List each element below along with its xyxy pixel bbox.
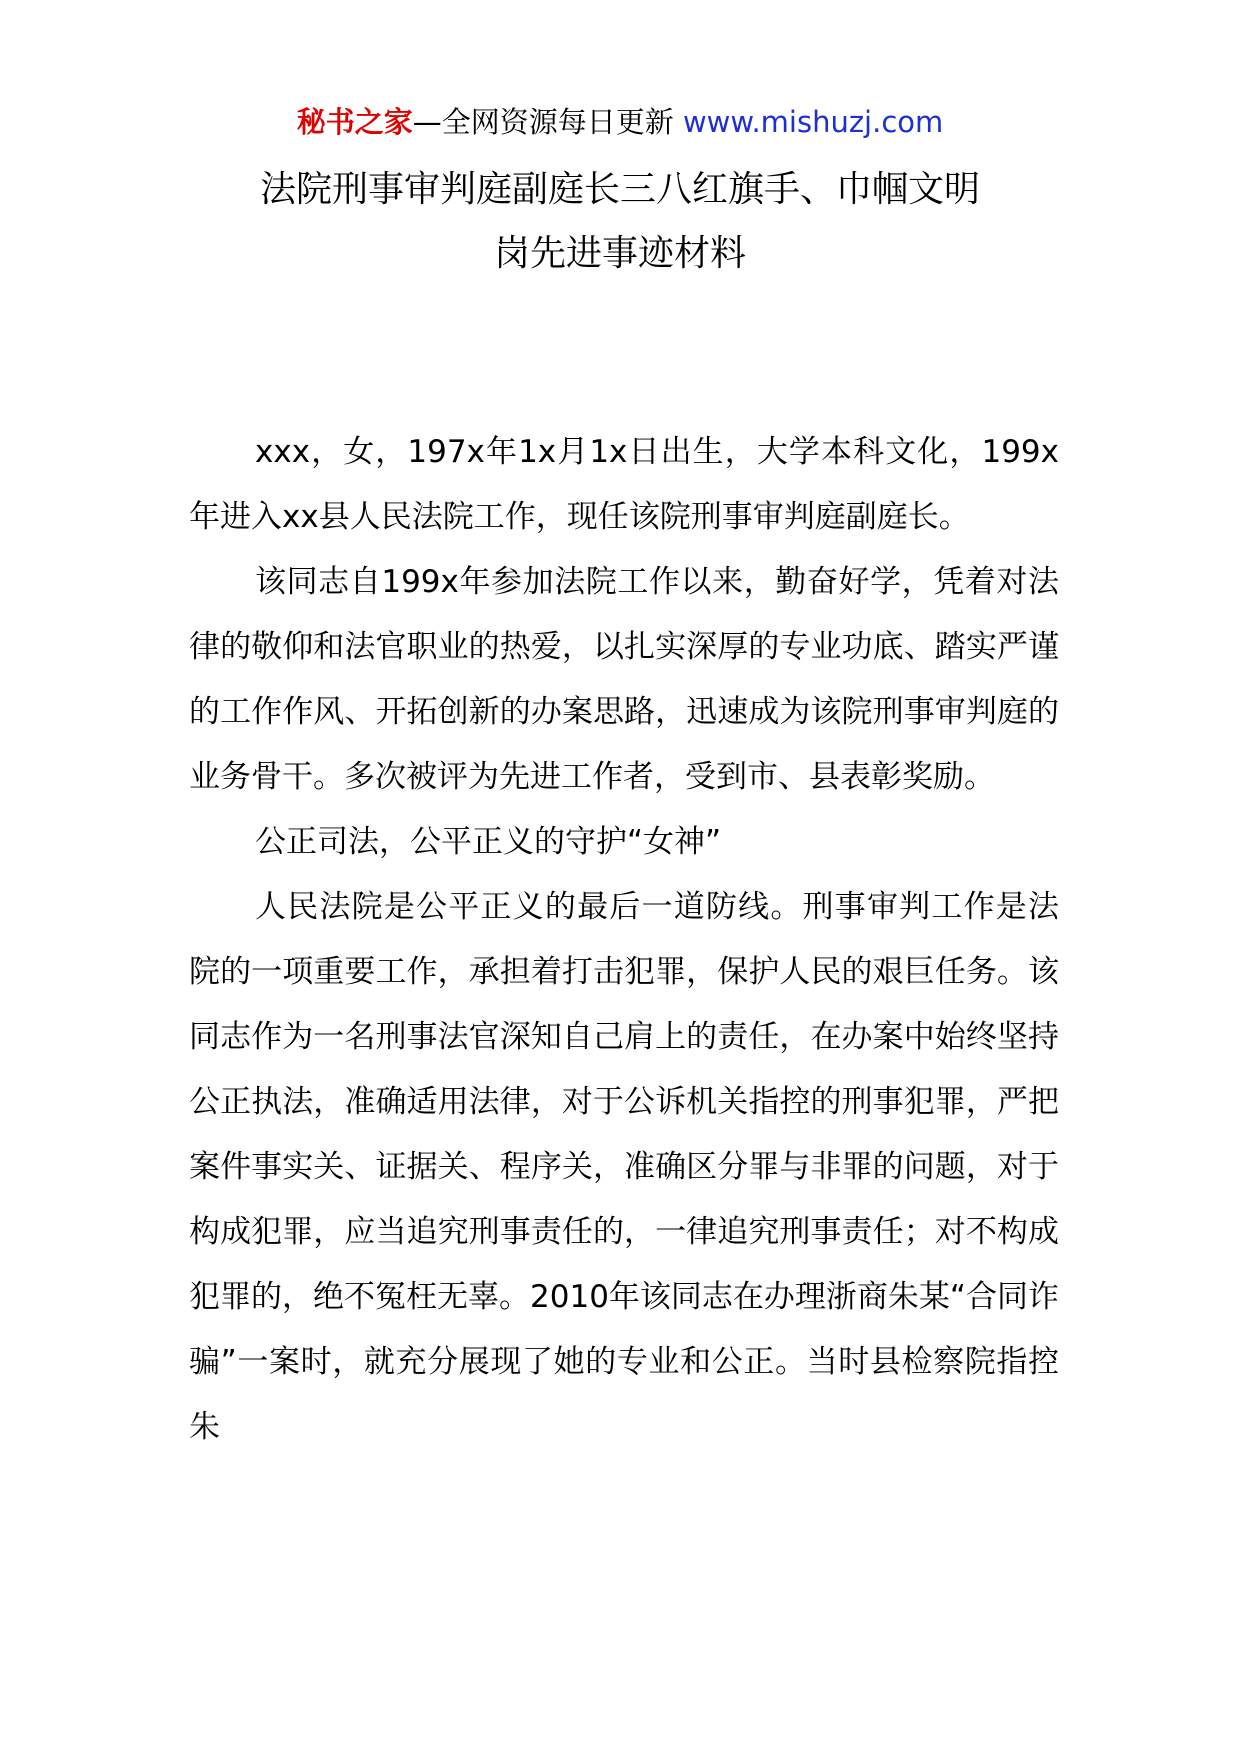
paragraph-intro: xxx，女，197x年1x月1x日出生，大学本科文化，199x年进入xx县人民法院工作，现任该院刑事审判庭副庭长。 <box>189 434 1059 535</box>
site-url-link[interactable]: www.mishuzj.com <box>682 105 944 139</box>
title-line-2: 岗先进事迹材料 <box>493 233 746 274</box>
site-banner <box>0 100 1240 144</box>
paragraph-justice: 人民法院是公平正义的最后一道防线。刑事审判工作是法院的一项重要工作，承担着打击犯罪，保护人民的艰巨任务。该同志作为一名刑事法官深知自己肩上的责任，在办案中始终坚持公正执法，准确适用法律，对于公诉机关指控的刑事犯罪，严把案件事实关、证据关、程序关，准确区分罪与非罪的问题，对于构成犯罪，应当追究刑事责任的，一律追究刑事责任；对不构成犯罪的，绝不冤枉无辜。2010年该同志在办理浙商朱某“合同诈骗”一案时，就充分展现了她的专业和公正。当时县检察院指控朱 <box>189 889 1059 1445</box>
section-heading: 公正司法，公平正义的守护“女神” <box>255 824 722 860</box>
title-line-1: 法院刑事审判庭副庭长三八红旗手、巾帼文明 <box>259 169 980 210</box>
paragraph-career: 该同志自199x年参加法院工作以来，勤奋好学，凭着对法律的敬仰和法官职业的热爱，以扎实深厚的专业功底、踏实严谨的工作作风、开拓创新的办案思路，迅速成为该院刑事审判庭的业务骨干。多次被评为先进工作者，受到市、县表彰奖励。 <box>189 564 1059 795</box>
brand-name: 秘书之家 <box>296 105 413 139</box>
banner-tagline: —全网资源每日更新 <box>412 105 674 139</box>
document-title <box>150 158 1090 286</box>
document-body <box>189 420 1059 1460</box>
